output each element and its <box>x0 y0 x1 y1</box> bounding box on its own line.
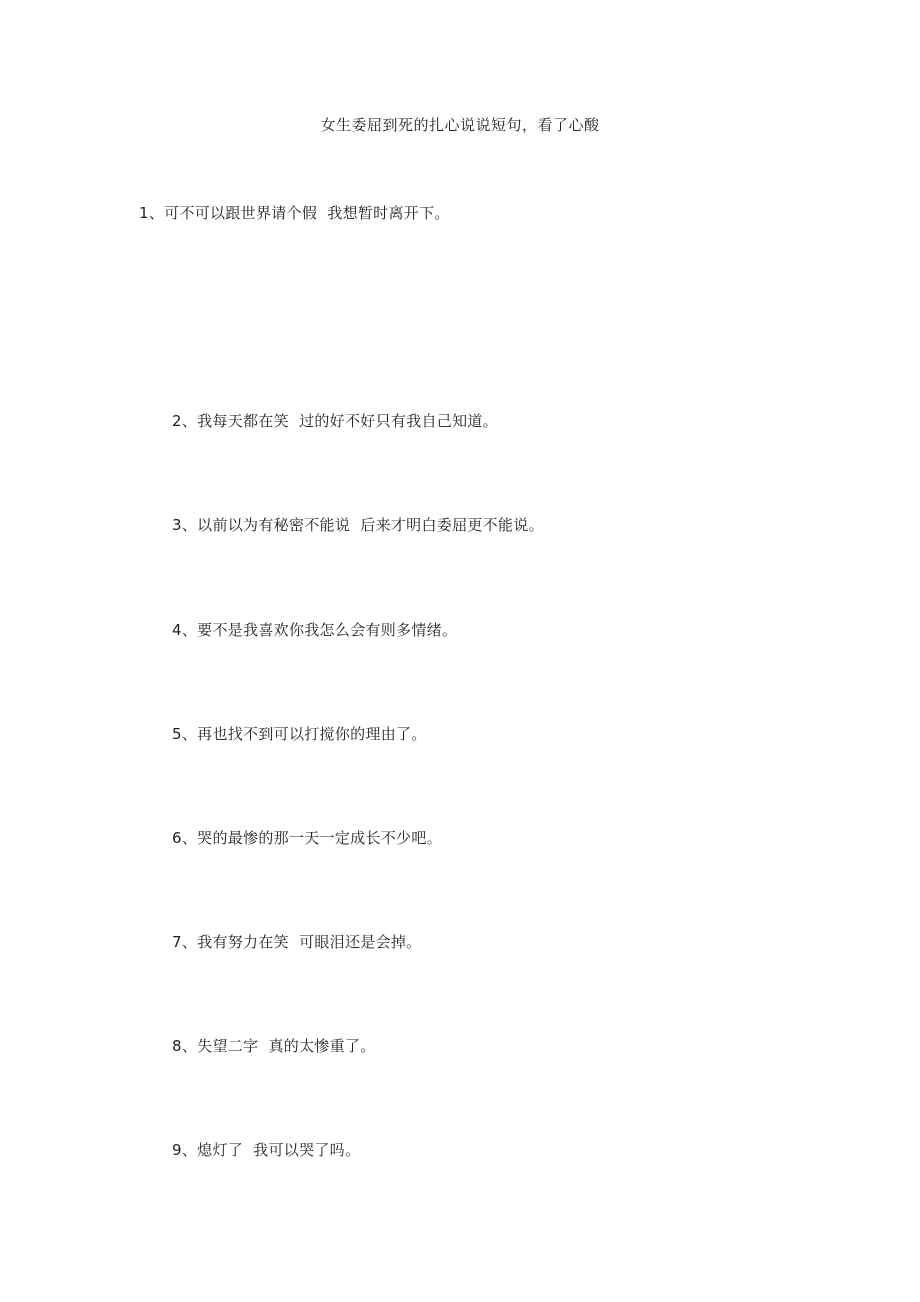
list-item-2: 2、我每天都在笑 过的好不好只有我自己知道。 <box>172 412 498 430</box>
list-item-6: 6、哭的最惨的那一天一定成长不少吧。 <box>172 829 442 847</box>
list-item-8: 8、失望二字 真的太惨重了。 <box>172 1037 376 1055</box>
list-item-9: 9、熄灯了 我可以哭了吗。 <box>172 1141 361 1159</box>
list-item-3: 3、以前以为有秘密不能说 后来才明白委屈更不能说。 <box>172 516 544 534</box>
list-item-7: 7、我有努力在笑 可眼泪还是会掉。 <box>172 933 422 951</box>
list-item-5: 5、再也找不到可以打搅你的理由了。 <box>172 725 427 743</box>
document-title: 女生委屈到死的扎心说说短句，看了心酸 <box>320 116 600 134</box>
list-item-4: 4、要不是我喜欢你我怎么会有则多情绪。 <box>172 621 458 639</box>
list-item-1: 1、可不可以跟世界请个假 我想暂时离开下。 <box>139 204 450 222</box>
